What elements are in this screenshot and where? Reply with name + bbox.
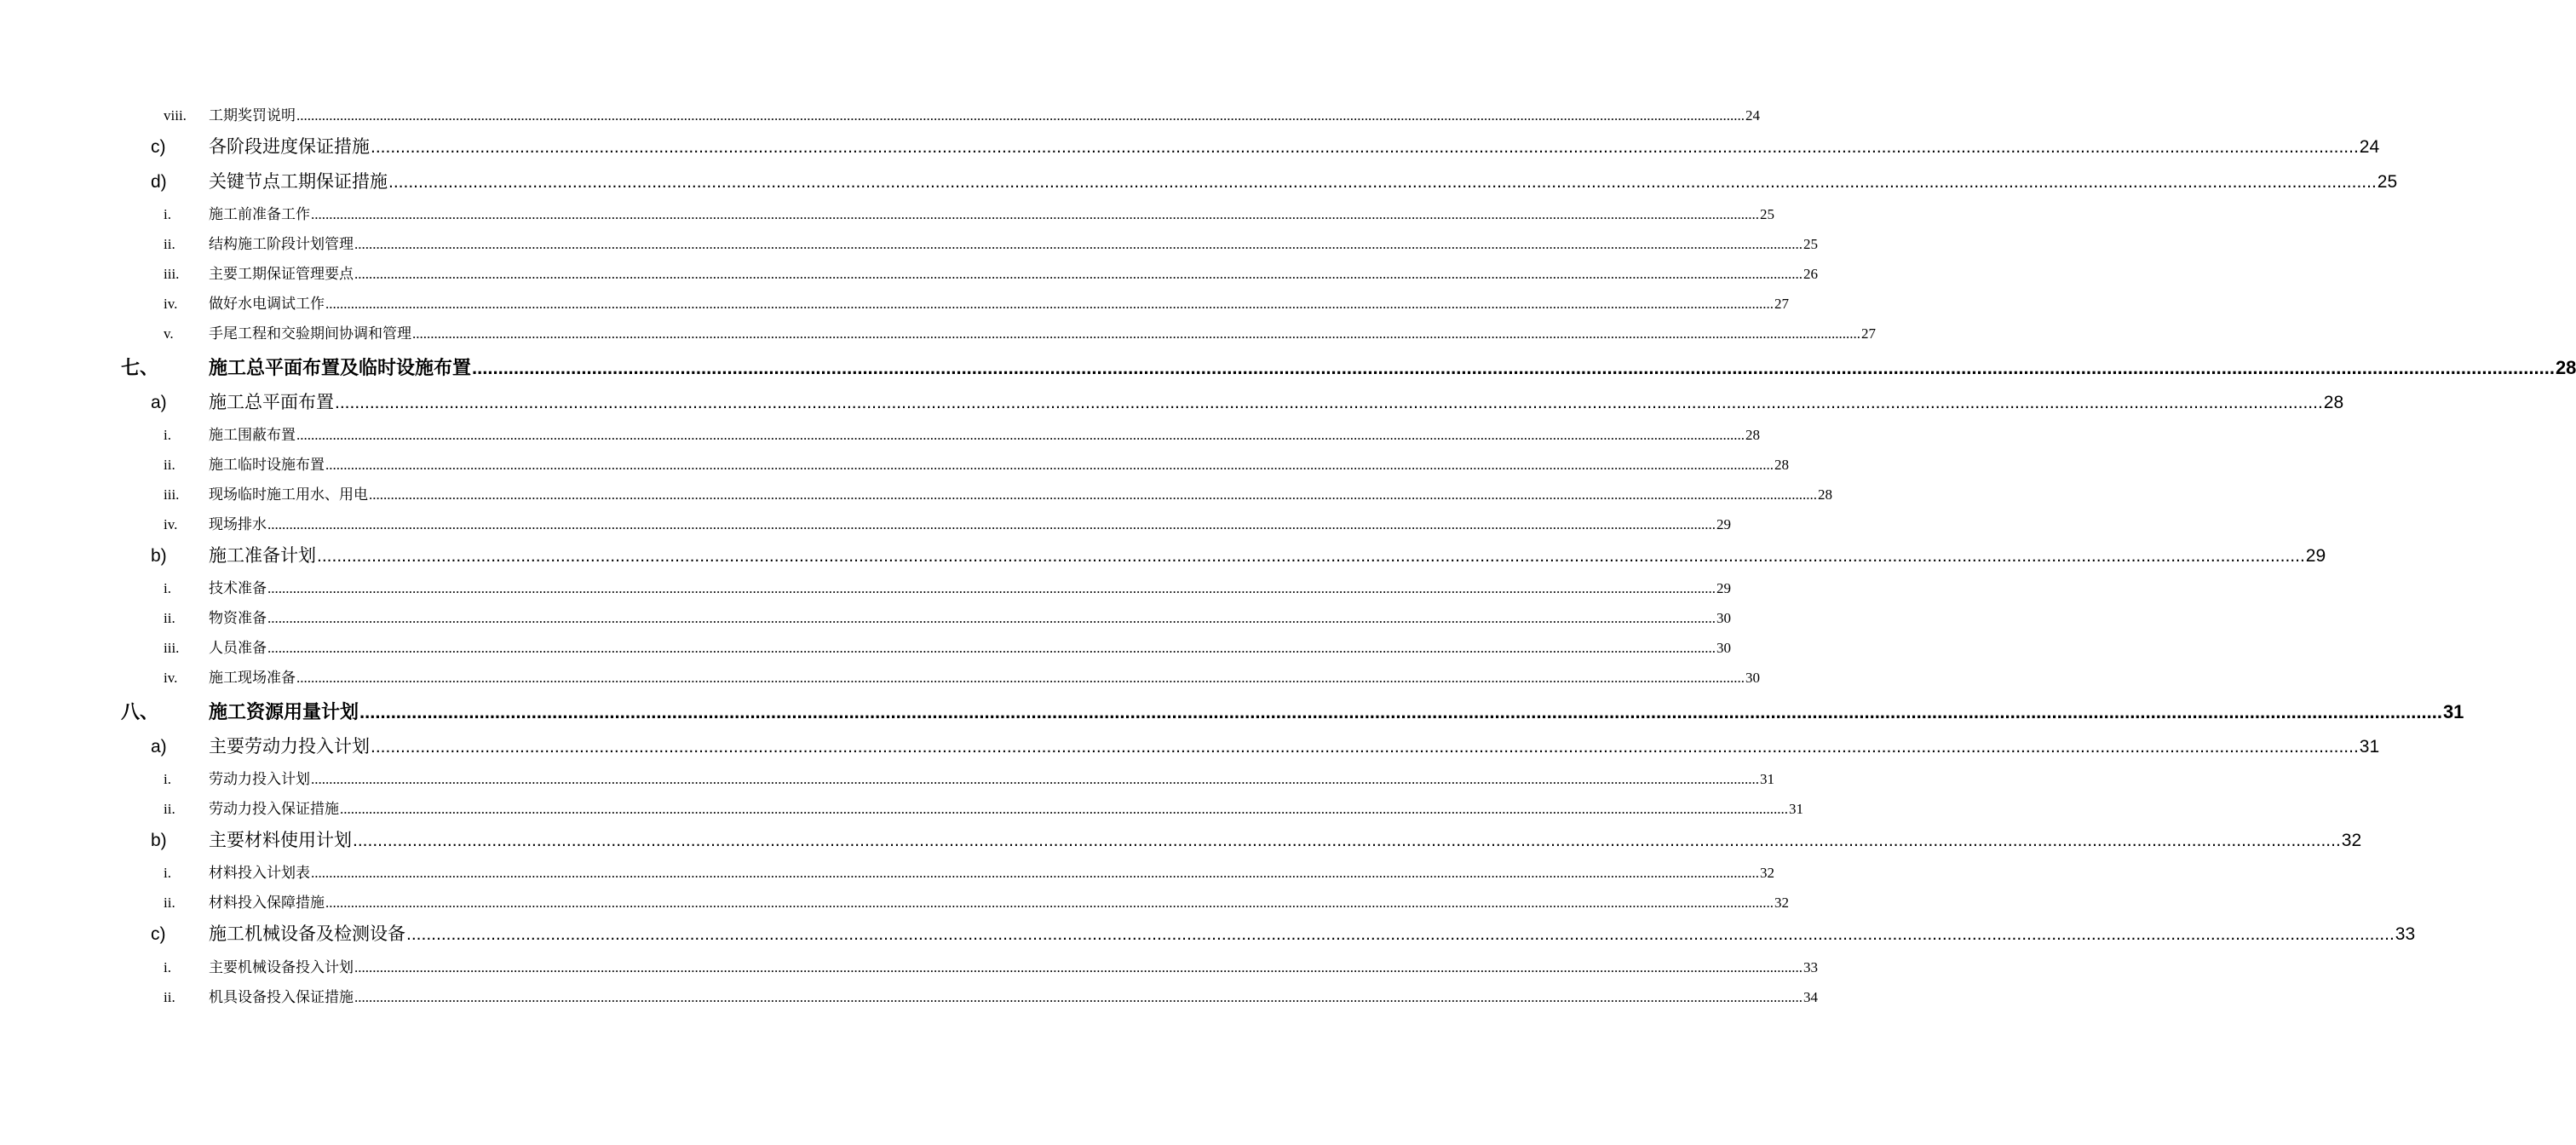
toc-entry-title: 施工总平面布置	[209, 393, 334, 412]
toc-dot-leader: ................................................................................................................................................................................................................................................................................................................................................................................................................	[371, 737, 2359, 757]
toc-dot-leader: ................................................................................................................................................................................................................................................................................................................................................................................................................	[359, 701, 2442, 722]
toc-entry-page: 25	[2377, 172, 2398, 192]
toc-entry-number: i.	[164, 771, 171, 787]
toc-entry-23[interactable]	[0, 799, 1803, 820]
toc-dot-leader: ................................................................................................................................................................................................................................................................................................................................................................................................................	[354, 236, 1803, 252]
toc-entry-page: 28	[2323, 393, 2344, 412]
toc-entry-18[interactable]	[0, 638, 1731, 659]
toc-dot-leader: ................................................................................................................................................................................................................................................................................................................................................................................................................	[311, 865, 1759, 881]
toc-entry-page: 34	[1803, 989, 1818, 1005]
toc-entry-body	[209, 455, 1789, 475]
toc-entry-number: ii.	[164, 989, 175, 1005]
toc-entry-title: 工期奖罚说明	[209, 107, 296, 124]
toc-entry-page: 31	[2359, 737, 2380, 757]
toc-entry-title: 做好水电调试工作	[209, 296, 325, 312]
toc-entry-body	[209, 106, 1760, 126]
toc-entry-body	[209, 922, 2416, 947]
toc-entry-page: 33	[2395, 924, 2416, 944]
toc-dot-leader: ................................................................................................................................................................................................................................................................................................................................................................................................................	[406, 924, 2395, 944]
toc-entry-body	[209, 390, 2344, 416]
toc-entry-13[interactable]	[0, 485, 1832, 505]
toc-entry-body	[209, 135, 2380, 160]
toc-entry-12[interactable]	[0, 455, 1789, 475]
toc-dot-leader: ................................................................................................................................................................................................................................................................................................................................................................................................................	[267, 610, 1716, 626]
toc-entry-number: ii.	[164, 457, 175, 473]
toc-entry-21[interactable]	[0, 734, 2380, 760]
toc-entry-page: 32	[2341, 831, 2362, 850]
toc-entry-page: 31	[1760, 771, 1774, 787]
toc-dot-leader: ................................................................................................................................................................................................................................................................................................................................................................................................................	[412, 325, 1860, 342]
toc-entry-14[interactable]	[0, 515, 1731, 535]
toc-entry-number: i.	[164, 865, 171, 881]
toc-entry-19[interactable]	[0, 668, 1760, 688]
toc-entry-title: 施工准备计划	[209, 546, 316, 566]
toc-entry-number: a)	[151, 737, 167, 757]
toc-entry-body	[209, 699, 2464, 726]
toc-entry-body	[209, 734, 2380, 760]
toc-dot-leader: ................................................................................................................................................................................................................................................................................................................................................................................................................	[388, 172, 2377, 192]
toc-entry-6[interactable]	[0, 264, 1818, 285]
toc-entry-title: 主要材料使用计划	[209, 831, 352, 850]
toc-entry-body	[209, 769, 1774, 790]
toc-entry-body	[209, 863, 1774, 883]
toc-dot-leader: ................................................................................................................................................................................................................................................................................................................................................................................................................	[267, 640, 1716, 656]
toc-entry-page: 24	[2359, 137, 2380, 157]
toc-entry-page: 29	[1716, 516, 1731, 532]
toc-entry-title: 各阶段进度保证措施	[209, 137, 370, 157]
toc-entry-2[interactable]	[0, 135, 2380, 160]
toc-dot-leader: ................................................................................................................................................................................................................................................................................................................................................................................................................	[472, 357, 2555, 378]
toc-entry-3[interactable]	[0, 170, 2398, 195]
toc-entry-1[interactable]	[0, 106, 1760, 126]
toc-entry-title: 关键节点工期保证措施	[209, 172, 388, 192]
toc-entry-number: i.	[164, 427, 171, 443]
toc-dot-leader: ................................................................................................................................................................................................................................................................................................................................................................................................................	[354, 959, 1803, 975]
toc-entry-number: c)	[151, 137, 166, 157]
toc-entry-body	[209, 668, 1760, 688]
toc-entry-page: 24	[1745, 107, 1760, 124]
toc-entry-title: 劳动力投入计划	[209, 771, 310, 787]
toc-entry-page: 31	[2442, 701, 2464, 722]
toc-entry-body	[209, 204, 1774, 225]
toc-dot-leader: ................................................................................................................................................................................................................................................................................................................................................................................................................	[353, 831, 2341, 850]
toc-entry-number: iii.	[164, 486, 180, 503]
toc-dot-leader: ................................................................................................................................................................................................................................................................................................................................................................................................................	[296, 107, 1745, 124]
toc-entry-body	[209, 515, 1731, 535]
toc-dot-leader: ................................................................................................................................................................................................................................................................................................................................................................................................................	[371, 137, 2359, 157]
toc-entry-page: 29	[2305, 546, 2326, 566]
toc-entry-body	[209, 987, 1818, 1008]
toc-entry-body	[209, 170, 2398, 195]
toc-entry-29[interactable]	[0, 987, 1818, 1008]
toc-entry-title: 施工临时设施布置	[209, 457, 325, 473]
toc-entry-22[interactable]	[0, 769, 1774, 790]
toc-entry-4[interactable]	[0, 204, 1774, 225]
toc-entry-page: 29	[1716, 580, 1731, 596]
toc-entry-26[interactable]	[0, 893, 1789, 913]
toc-entry-5[interactable]	[0, 234, 1818, 255]
toc-dot-leader: ................................................................................................................................................................................................................................................................................................................................................................................................................	[296, 670, 1745, 686]
toc-entry-title: 人员准备	[209, 640, 267, 656]
toc-entry-8[interactable]	[0, 324, 1876, 344]
toc-entry-title: 施工围蔽布置	[209, 427, 296, 443]
toc-dot-leader: ................................................................................................................................................................................................................................................................................................................................................................................................................	[311, 206, 1759, 222]
toc-entry-body	[209, 425, 1760, 446]
toc-entry-number: ii.	[164, 801, 175, 817]
toc-entry-title: 结构施工阶段计划管理	[209, 236, 354, 252]
toc-entry-25[interactable]	[0, 863, 1774, 883]
toc-entry-body	[209, 608, 1731, 629]
toc-entry-number: b)	[151, 546, 167, 566]
toc-entry-number: 七、	[121, 357, 159, 378]
toc-entry-number: i.	[164, 959, 171, 975]
toc-entry-number: ii.	[164, 236, 175, 252]
toc-entry-page: 25	[1760, 206, 1774, 222]
toc-entry-title: 手尾工程和交验期间协调和管理	[209, 325, 411, 342]
toc-entry-body	[209, 828, 2362, 854]
toc-entry-body	[209, 544, 2326, 569]
toc-entry-number: iv.	[164, 516, 178, 532]
toc-entry-page: 32	[1760, 865, 1774, 881]
toc-entry-body	[209, 799, 1803, 820]
toc-entry-number: viii.	[164, 107, 187, 124]
toc-dot-leader: ................................................................................................................................................................................................................................................................................................................................................................................................................	[354, 989, 1803, 1005]
toc-entry-20[interactable]	[0, 699, 2464, 726]
toc-entry-title: 现场排水	[209, 516, 267, 532]
toc-dot-leader: ................................................................................................................................................................................................................................................................................................................................................................................................................	[325, 296, 1774, 312]
toc-entry-page: 33	[1803, 959, 1818, 975]
toc-entry-title: 技术准备	[209, 580, 267, 596]
toc-dot-leader: ................................................................................................................................................................................................................................................................................................................................................................................................................	[335, 393, 2323, 412]
toc-entry-title: 施工机械设备及检测设备	[209, 924, 405, 944]
toc-dot-leader: ................................................................................................................................................................................................................................................................................................................................................................................................................	[325, 457, 1774, 473]
toc-entry-number: b)	[151, 831, 167, 850]
toc-dot-leader: ................................................................................................................................................................................................................................................................................................................................................................................................................	[325, 895, 1774, 911]
toc-entry-15[interactable]	[0, 544, 2326, 569]
toc-entry-page: 28	[1818, 486, 1832, 503]
toc-entry-title: 机具设备投入保证措施	[209, 989, 354, 1005]
toc-dot-leader: ................................................................................................................................................................................................................................................................................................................................................................................................................	[369, 486, 1817, 503]
toc-entry-body	[209, 893, 1789, 913]
toc-entry-number: c)	[151, 924, 166, 944]
toc-entry-body	[209, 234, 1818, 255]
toc-entry-page: 32	[1774, 895, 1789, 911]
toc-entry-9[interactable]	[0, 354, 2576, 382]
toc-entry-body	[209, 578, 1731, 599]
toc-entry-body	[209, 958, 1818, 978]
toc-entry-title: 材料投入保障措施	[209, 895, 325, 911]
toc-entry-27[interactable]	[0, 922, 2416, 947]
toc-entry-title: 主要机械设备投入计划	[209, 959, 354, 975]
toc-dot-leader: ................................................................................................................................................................................................................................................................................................................................................................................................................	[317, 546, 2305, 566]
toc-entry-title: 施工总平面布置及临时设施布置	[209, 357, 472, 378]
toc-entry-number: ii.	[164, 895, 175, 911]
toc-entry-page: 27	[1774, 296, 1789, 312]
toc-entry-7[interactable]	[0, 294, 1789, 314]
toc-entry-body	[209, 324, 1876, 344]
toc-entry-number: iv.	[164, 296, 178, 312]
toc-entry-number: iii.	[164, 266, 180, 282]
toc-entry-title: 现场临时施工用水、用电	[209, 486, 368, 503]
toc-entry-page: 30	[1745, 670, 1760, 686]
toc-entry-body	[209, 294, 1789, 314]
toc-entry-11[interactable]	[0, 425, 1760, 446]
toc-entry-16[interactable]	[0, 578, 1731, 599]
toc-entry-title: 主要工期保证管理要点	[209, 266, 354, 282]
toc-entry-page: 28	[2555, 357, 2576, 378]
toc-entry-page: 28	[1745, 427, 1760, 443]
toc-dot-leader: ................................................................................................................................................................................................................................................................................................................................................................................................................	[311, 771, 1759, 787]
toc-entry-10[interactable]	[0, 390, 2344, 416]
toc-entry-page: 31	[1789, 801, 1803, 817]
toc-entry-28[interactable]	[0, 958, 1818, 978]
toc-entry-number: iv.	[164, 670, 178, 686]
toc-entry-number: i.	[164, 580, 171, 596]
toc-entry-page: 26	[1803, 266, 1818, 282]
toc-entry-body	[209, 354, 2576, 382]
toc-entry-page: 30	[1716, 640, 1731, 656]
toc-entry-page: 27	[1861, 325, 1876, 342]
toc-entry-body	[209, 638, 1731, 659]
toc-entry-number: iii.	[164, 640, 180, 656]
toc-dot-leader: ................................................................................................................................................................................................................................................................................................................................................................................................................	[296, 427, 1745, 443]
toc-entry-24[interactable]	[0, 828, 2362, 854]
toc-entry-title: 施工现场准备	[209, 670, 296, 686]
toc-entry-number: d)	[151, 172, 167, 192]
toc-entry-number: v.	[164, 325, 174, 342]
toc-entry-body	[209, 485, 1832, 505]
toc-entry-title: 主要劳动力投入计划	[209, 737, 370, 757]
toc-dot-leader: ................................................................................................................................................................................................................................................................................................................................................................................................................	[267, 516, 1716, 532]
toc-dot-leader: ................................................................................................................................................................................................................................................................................................................................................................................................................	[340, 801, 1788, 817]
toc-entry-title: 材料投入计划表	[209, 865, 310, 881]
toc-entry-number: ii.	[164, 610, 175, 626]
toc-entry-title: 施工资源用量计划	[209, 701, 359, 722]
toc-dot-leader: ................................................................................................................................................................................................................................................................................................................................................................................................................	[267, 580, 1716, 596]
toc-entry-page: 28	[1774, 457, 1789, 473]
toc-entry-number: i.	[164, 206, 171, 222]
toc-entry-title: 劳动力投入保证措施	[209, 801, 339, 817]
toc-entry-number: a)	[151, 393, 167, 412]
toc-dot-leader: ................................................................................................................................................................................................................................................................................................................................................................................................................	[354, 266, 1803, 282]
toc-entry-17[interactable]	[0, 608, 1731, 629]
toc-entry-body	[209, 264, 1818, 285]
toc-entry-title: 物资准备	[209, 610, 267, 626]
toc-entry-page: 25	[1803, 236, 1818, 252]
toc-entry-page: 30	[1716, 610, 1731, 626]
toc-entry-title: 施工前准备工作	[209, 206, 310, 222]
toc-entry-number: 八、	[121, 701, 159, 722]
